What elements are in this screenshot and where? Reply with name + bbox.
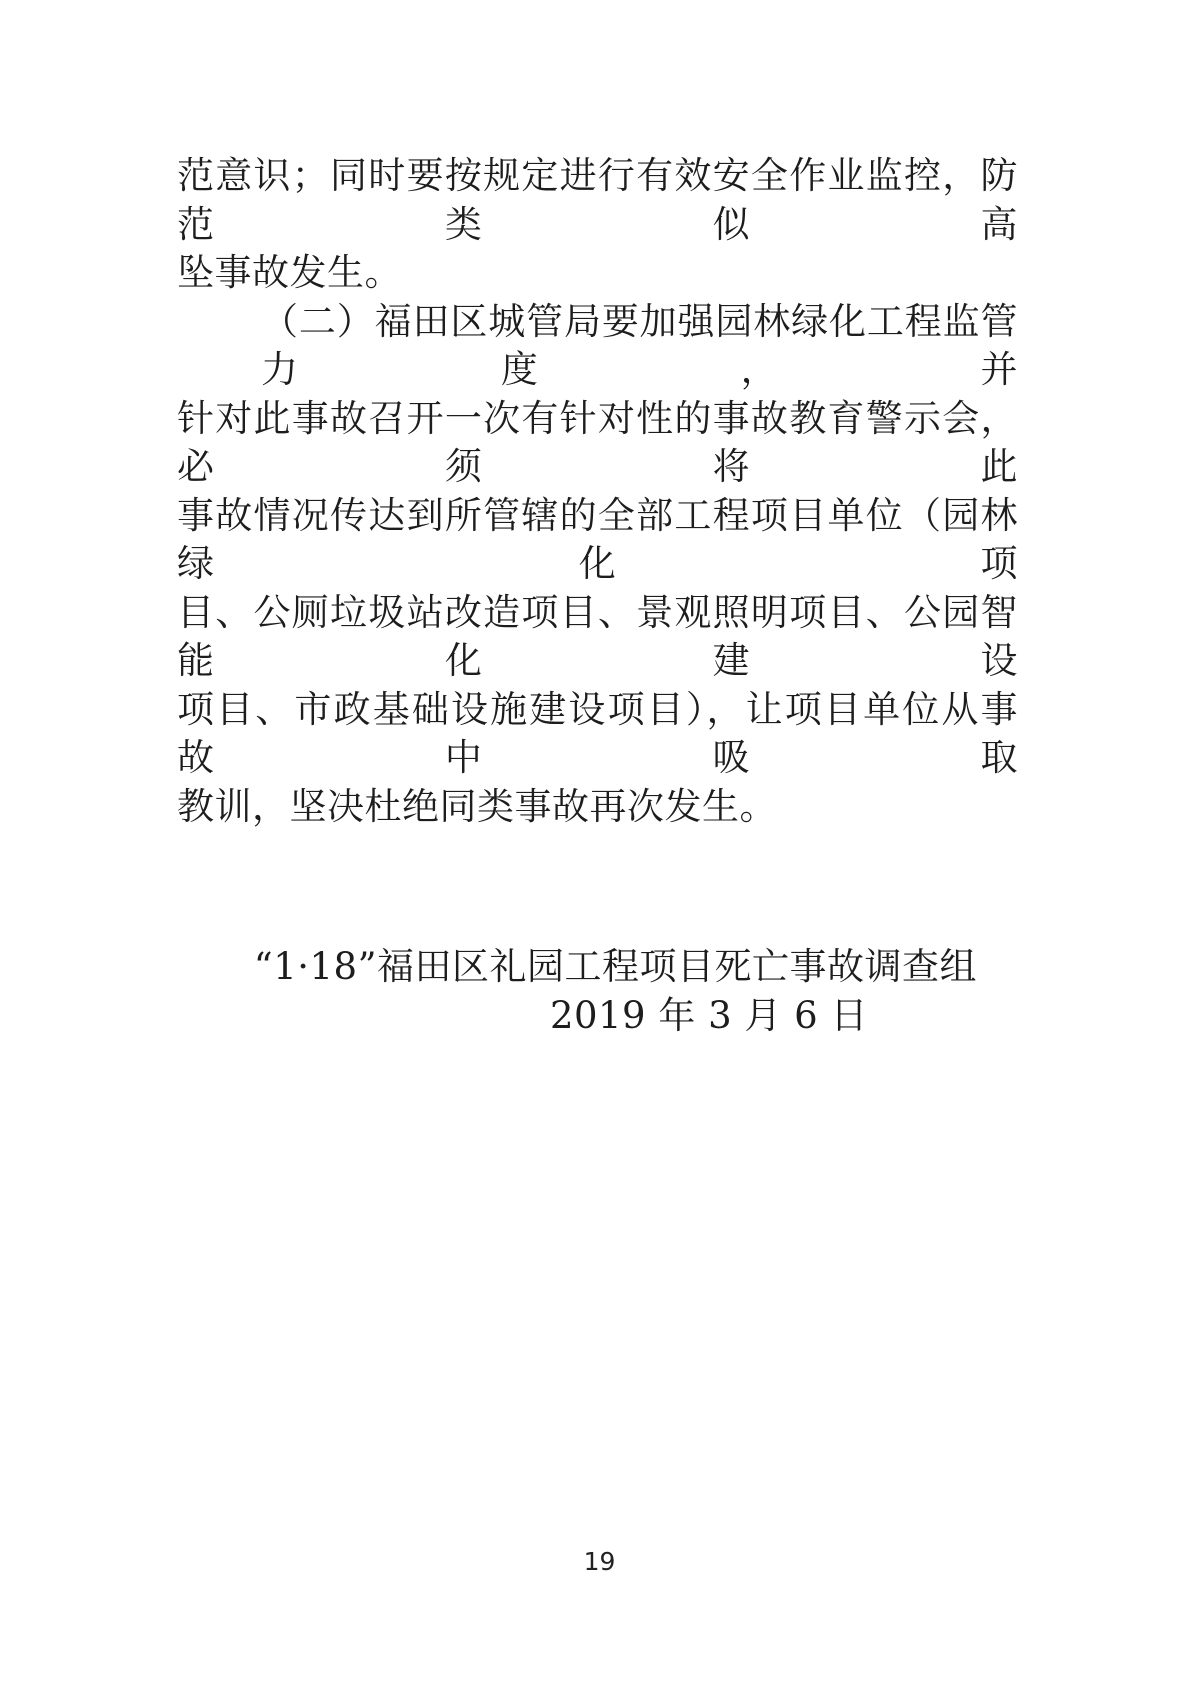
paragraph-2-line-1: （二）福田区城管局要加强园林绿化工程监管力度，并 — [261, 299, 1018, 391]
document-body — [177, 152, 1018, 1040]
paragraph-2-line-2: 针对此事故召开一次有针对性的事故教育警示会，必须将此 — [177, 396, 1018, 488]
date-line: 2019 年 3 月 6 日 — [549, 993, 868, 1037]
paragraph-1-line-1: 范意识；同时要按规定进行有效安全作业监控，防范类似高 — [177, 154, 1018, 246]
paragraph-1 — [177, 152, 1018, 298]
paragraph-2-line-6: 教训，坚决杜绝同类事故再次发生。 — [177, 784, 777, 828]
paragraph-2-line-3: 事故情况传达到所管辖的全部工程项目单位（园林绿化项 — [177, 493, 1018, 585]
paragraph-2 — [177, 298, 1018, 832]
paragraph-2-line-4: 目、公厕垃圾站改造项目、景观照明项目、公园智能化建设 — [177, 590, 1018, 682]
signature-line: “1·18”福田区礼园工程项目死亡事故调查组 — [253, 945, 977, 988]
paragraph-2-line-5: 项目、市政基础设施建设项目），让项目单位从事故中吸取 — [177, 687, 1018, 779]
signature-block — [177, 943, 1018, 1040]
page-number: 19 — [583, 1547, 616, 1576]
paragraph-1-line-2: 坠事故发生。 — [177, 251, 402, 294]
